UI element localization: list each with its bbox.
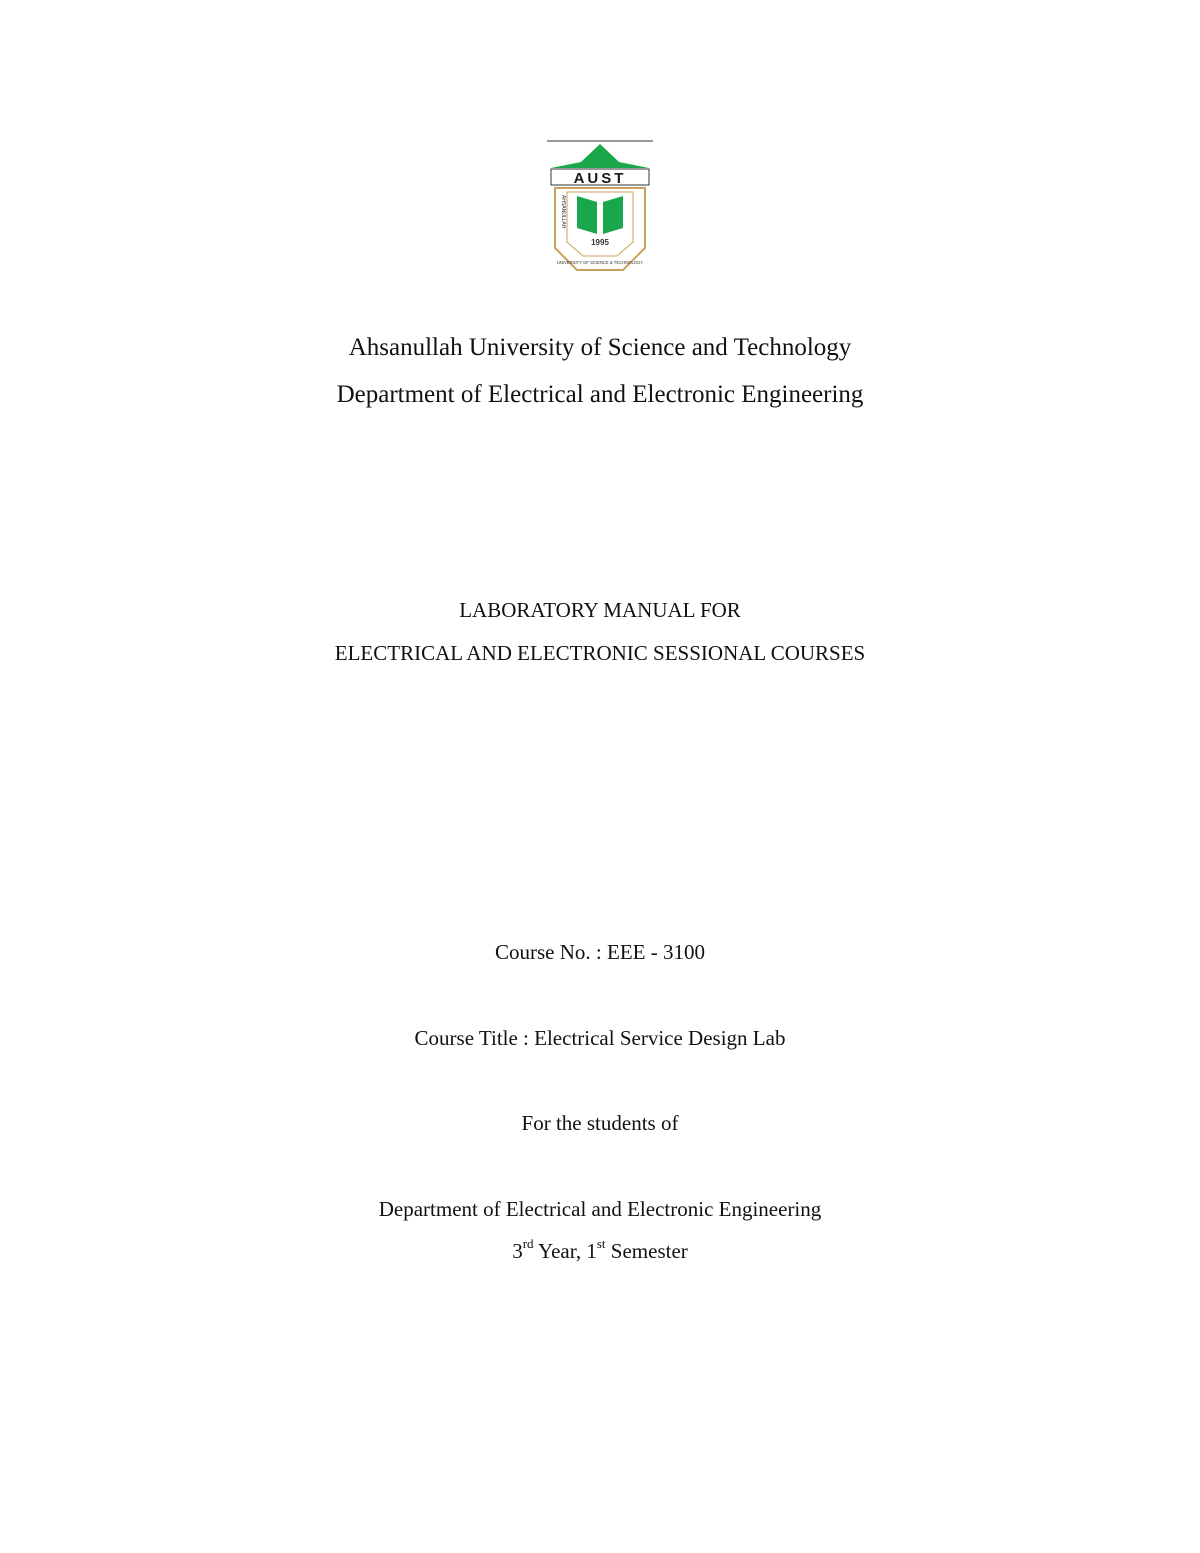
year-ordinal: rd (522, 1236, 534, 1251)
course-title: Course Title : Electrical Service Design Lab (414, 1026, 786, 1050)
year-label: Year, (533, 1239, 587, 1263)
logo-book-right (603, 196, 623, 234)
target-department: Department of Electrical and Electronic Engineering (378, 1197, 822, 1221)
manual-title-line-1: LABORATORY MANUAL FOR (459, 598, 741, 622)
logo-shield (555, 188, 645, 270)
manual-title-line-2: ELECTRICAL AND ELECTRONIC SESSIONAL COURSES (334, 641, 866, 665)
course-number: Course No. : EEE - 3100 (495, 940, 705, 964)
students-of-label: For the students of (521, 1111, 679, 1135)
semester-label: Semester (605, 1239, 688, 1263)
aust-logo (545, 138, 655, 278)
university-name: Ahsanullah University of Science and Technology (348, 334, 852, 361)
logo-roof (551, 144, 649, 168)
logo-ring-left: AHSANULLAH (560, 195, 566, 229)
year-number: 3 (512, 1239, 523, 1263)
logo-ring-bottom: UNIVERSITY OF SCIENCE & TECHNOLOGY (556, 260, 644, 265)
semester-ordinal: st (596, 1236, 606, 1251)
logo-year: 1995 (591, 238, 609, 247)
semester-number: 1 (586, 1239, 597, 1263)
year-semester (0, 1236, 1200, 1264)
logo-book-left (577, 196, 597, 234)
department-name: Department of Electrical and Electronic Engineering (336, 381, 864, 408)
logo-acronym: AUST (573, 170, 627, 187)
